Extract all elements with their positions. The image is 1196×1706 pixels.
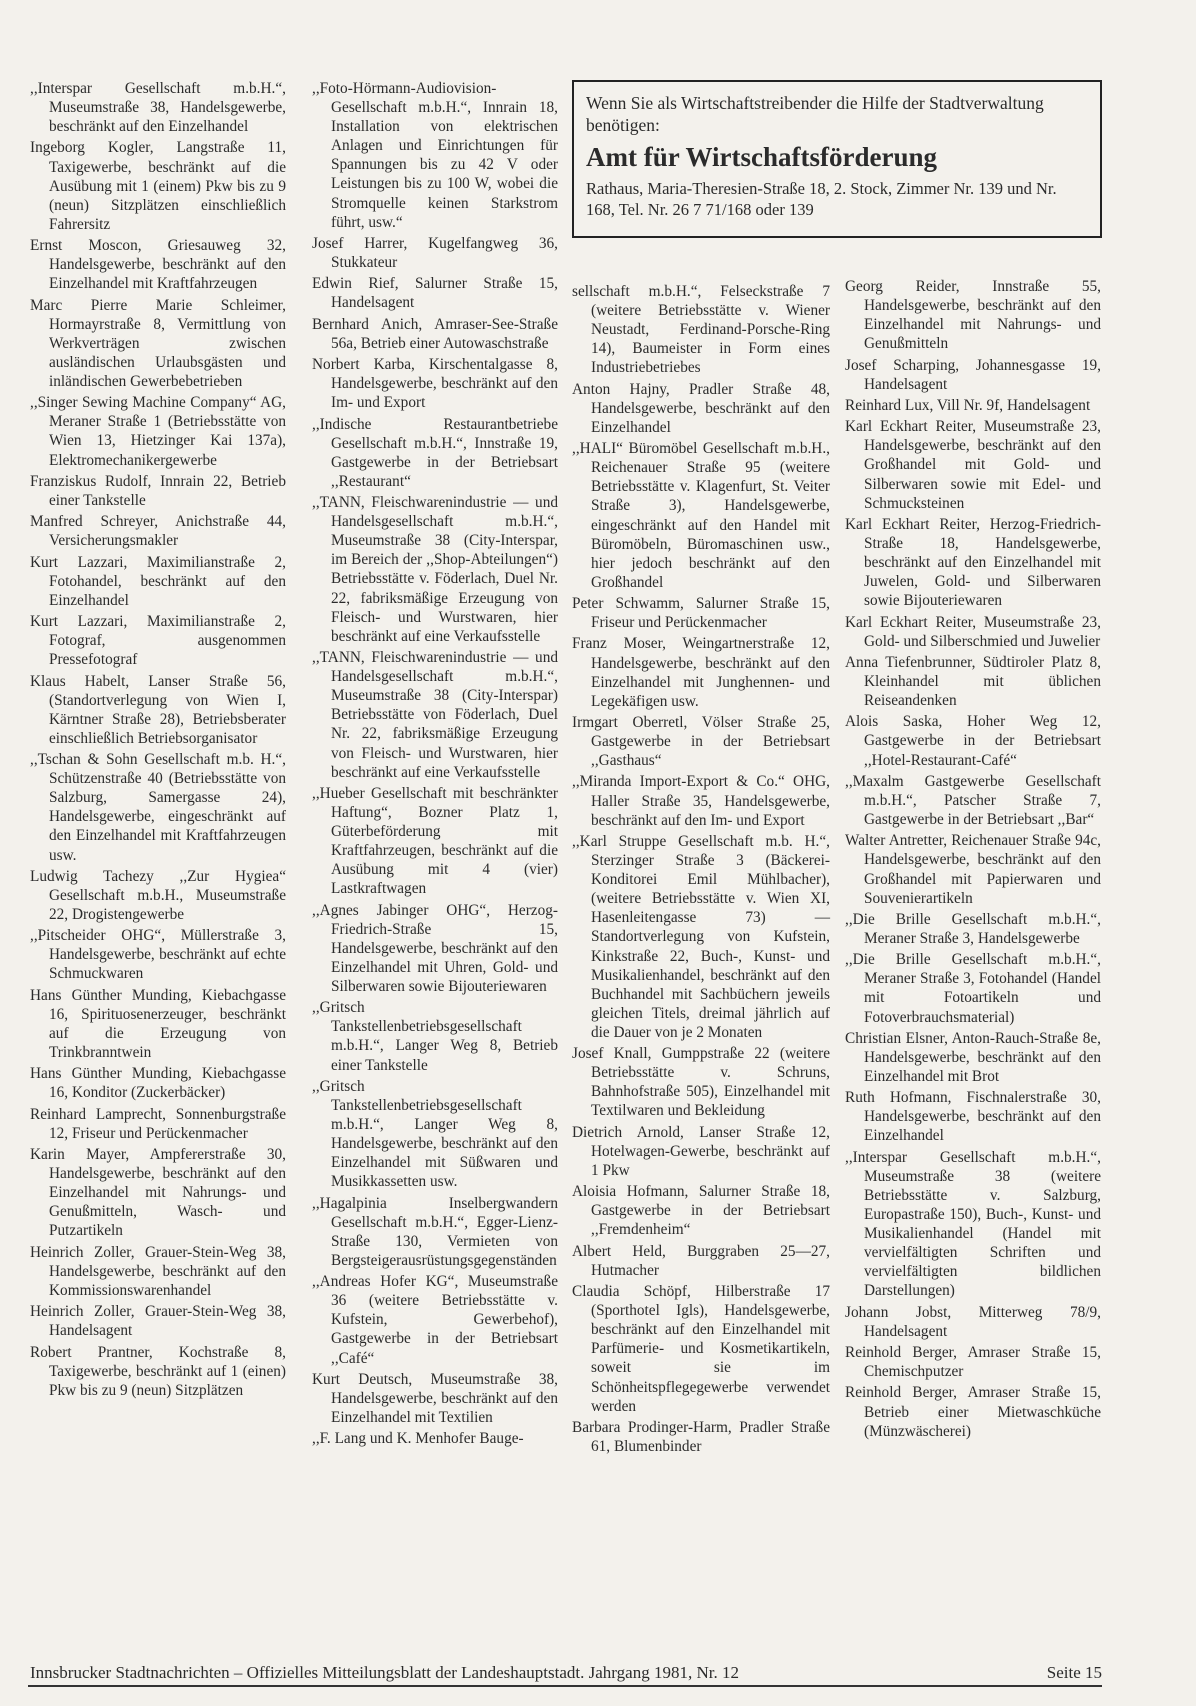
- register-entry: Karin Mayer, Ampfererstraße 30, Handelsgewerbe, beschränkt auf den Einzelhandel mit Nahrungs- und Genußmitteln, Wasch- und Putzartikeln: [30, 1146, 286, 1240]
- register-entry: ,,Foto-Hörmann-Audiovision-Gesellschaft m.b.H.“, Innrain 18, Installation von elektrischen Anlagen und Einrichtungen für Spannungen bis zu 42 V oder Leistungen bis zu 100 W, wobei die Stromquelle keinen Starkstrom führt, usw.“: [312, 80, 558, 231]
- register-entry: Alois Saska, Hoher Weg 12, Gastgewerbe in der Betriebsart ,,Hotel-Restaurant-Café“: [845, 713, 1101, 769]
- register-entry: ,,Pitscheider OHG“, Müllerstraße 3, Handelsgewerbe, beschränkt auf echte Schmuckwaren: [30, 927, 286, 983]
- register-entry: Hans Günther Munding, Kiebachgasse 16, Konditor (Zuckerbäcker): [30, 1065, 286, 1102]
- register-entry: Reinhold Berger, Amraser Straße 15, Betrieb einer Mietwaschküche (Münzwäscherei): [845, 1384, 1101, 1440]
- register-entry: Kurt Lazzari, Maximilianstraße 2, Fotograf, ausgenommen Pressefotograf: [30, 613, 286, 669]
- register-entry: ,,Tschan & Sohn Gesellschaft m.b. H.“, Schützenstraße 40 (Betriebsstätte von Salzburg, Samergasse 24), Handelsgewerbe, eingeschränkt auf den Einzelhandel mit Kraftfahrzeugen usw.: [30, 751, 286, 864]
- register-entry: Heinrich Zoller, Grauer-Stein-Weg 38, Handelsagent: [30, 1303, 286, 1340]
- register-entry: ,,Gritsch Tankstellenbetriebsgesellschaft m.b.H.“, Langer Weg 8, Betrieb einer Tankstelle: [312, 999, 558, 1074]
- register-entry: Hans Günther Munding, Kiebachgasse 16, Spirituosenerzeuger, beschränkt auf die Erzeugung von Trinkbranntwein: [30, 986, 286, 1062]
- register-entry: Albert Held, Burggraben 25—27, Hutmacher: [572, 1242, 830, 1279]
- register-entry: Bernhard Anich, Amraser-See-Straße 56a, Betrieb einer Autowaschstraße: [312, 315, 558, 352]
- register-entry: Johann Jobst, Mitterweg 78/9, Handelsagent: [845, 1303, 1101, 1340]
- notice-office-title: Amt für Wirtschaftsförderung: [586, 142, 937, 172]
- register-entry: Franz Moser, Weingartnerstraße 12, Handelsgewerbe, beschränkt auf den Einzelhandel mit Junghennen- und Legekäfigen usw.: [572, 635, 830, 710]
- register-entry: ,,Interspar Gesellschaft m.b.H.“, Museumstraße 38, Handelsgewerbe, beschränkt auf den Einzelhandel: [30, 80, 286, 136]
- footer-page-number: Seite 15: [1046, 1663, 1102, 1682]
- register-entry: Klaus Habelt, Lanser Straße 56, (Standortverlegung von Wien I, Kärntner Straße 28), Betriebsberater einschließlich Betriebsorganisator: [30, 672, 286, 747]
- register-entry: Ingeborg Kogler, Langstraße 11, Taxigewerbe, beschränkt auf die Ausübung mit 1 (einem) Pkw bis zu 9 (neun) Sitzplätzen einschließlich Fahrersitz: [30, 139, 286, 233]
- register-entry: Kurt Lazzari, Maximilianstraße 2, Fotohandel, beschränkt auf den Einzelhandel: [30, 553, 286, 609]
- register-entry: Norbert Karba, Kirschentalgasse 8, Handelsgewerbe, beschränkt auf den Im- und Export: [312, 356, 558, 412]
- register-entry: Irmgart Oberretl, Völser Straße 25, Gastgewerbe in der Betriebsart ,,Gasthaus“: [572, 714, 830, 770]
- register-entry: ,,Die Brille Gesellschaft m.b.H.“, Meraner Straße 3, Handelsgewerbe: [845, 910, 1101, 947]
- register-entry: ,,TANN, Fleischwarenindustrie — und Handelsgesellschaft m.b.H.“, Museumstraße 38 (City-Interspar, im Bereich der ,,Shop-Abteilungen“) Betriebsstätte v. Föderlach, Duel Nr. 22, fabriksmäßige Erzeugung von Fleisch- und Wurstwaren, hier beschränkt auf eine Verkaufsstelle: [312, 494, 558, 645]
- register-entry: Josef Scharping, Johannesgasse 19, Handelsagent: [845, 356, 1101, 393]
- register-entry: Franziskus Rudolf, Innrain 22, Betrieb einer Tankstelle: [30, 472, 286, 509]
- register-entry: ,,TANN, Fleischwarenindustrie — und Handelsgesellschaft m.b.H.“, Museumstraße 38 (City-Interspar) Betriebsstätte von Föderlach, Duel Nr. 22, fabriksmäßige Erzeugung von Fleisch- und Wurstwaren, hier beschränkt auf eine Verkaufsstelle: [312, 649, 558, 781]
- register-entry: Walter Antretter, Reichenauer Straße 94c, Handelsgewerbe, beschränkt auf den Großhandel mit Papierwaren und Souvenierartikeln: [845, 832, 1101, 907]
- register-entry: Reinhard Lamprecht, Sonnenburgstraße 12, Friseur und Perückenmacher: [30, 1105, 286, 1142]
- register-entry: ,,Indische Restaurantbetriebe Gesellschaft m.b.H.“, Innstraße 19, Gastgewerbe in der Betriebsart ,,Restaurant“: [312, 415, 558, 490]
- column-1: [30, 79, 286, 1402]
- register-entry: Karl Eckhart Reiter, Museumstraße 23, Gold- und Silberschmied und Juwelier: [845, 613, 1101, 650]
- register-entry: Barbara Prodinger-Harm, Pradler Straße 61, Blumenbinder: [572, 1418, 830, 1455]
- register-entry: Marc Pierre Marie Schleimer, Hormayrstraße 8, Vermittlung von Werkverträgen zwischen ausländischen Urlaubsgästen und inländischen Gewerbebetrieben: [30, 296, 286, 390]
- page-footer: [30, 1663, 1102, 1683]
- register-entry: ,,Agnes Jabinger OHG“, Herzog-Friedrich-Straße 15, Handelsgewerbe, beschränkt auf den Einzelhandel mit Uhren, Gold- und Silberwaren sowie Bijouteriewaren: [312, 901, 558, 995]
- register-entry: Anton Hajny, Pradler Straße 48, Handelsgewerbe, beschränkt auf den Einzelhandel: [572, 380, 830, 436]
- register-entry: Josef Harrer, Kugelfangweg 36, Stukkateur: [312, 234, 558, 272]
- register-entry: ,,Die Brille Gesellschaft m.b.H.“, Meraner Straße 3, Fotohandel (Handel mit Fotoartikeln und Fotoverbrauchsmaterial): [845, 951, 1101, 1026]
- register-entry: Dietrich Arnold, Lanser Straße 12, Hotelwagen-Gewerbe, beschränkt auf 1 Pkw: [572, 1123, 830, 1179]
- register-entry: Ruth Hofmann, Fischnalerstraße 30, Handelsgewerbe, beschränkt auf den Einzelhandel: [845, 1089, 1101, 1145]
- register-entry: Aloisia Hofmann, Salurner Straße 18, Gastgewerbe in der Betriebsart ,,Fremdenheim“: [572, 1183, 830, 1239]
- register-entry: ,,Interspar Gesellschaft m.b.H.“, Museumstraße 38 (weitere Betriebsstätte v. Salzburg, Europastraße 150), Buch-, Kunst- und Musikalienhandel (Handel mit vervielfältigten Schriften und vervielfältigten bildlichen Darstellungen): [845, 1148, 1101, 1300]
- register-entry: ,,Miranda Import-Export & Co.“ OHG, Haller Straße 35, Handelsgewerbe, beschränkt auf den Im- und Export: [572, 773, 830, 829]
- register-entry: ,,Andreas Hofer KG“, Museumstraße 36 (weitere Betriebsstätte v. Kufstein, Gewerbehof), Gastgewerbe in der Betriebsart ,,Café“: [312, 1273, 558, 1367]
- register-entry: Robert Prantner, Kochstraße 8, Taxigewerbe, beschränkt auf 1 (einen) Pkw bis zu 9 (neun) Sitzplätzen: [30, 1343, 286, 1399]
- register-entry: Christian Elsner, Anton-Rauch-Straße 8e, Handelsgewerbe, beschränkt auf den Einzelhandel mit Brot: [845, 1029, 1101, 1085]
- register-entry: sellschaft m.b.H.“, Felseckstraße 7 (weitere Betriebsstätte v. Wiener Neustadt, Ferdinand-Porsche-Ring 14), Baumeister in Form eines Industriebetriebes: [572, 283, 830, 377]
- register-entry: Kurt Deutsch, Museumstraße 38, Handelsgewerbe, beschränkt auf den Einzelhandel mit Textilien: [312, 1370, 558, 1426]
- register-entry: Ernst Moscon, Griesauweg 32, Handelsgewerbe, beschränkt auf den Einzelhandel mit Kraftfahrzeugen: [30, 237, 286, 293]
- register-entry: Anna Tiefenbrunner, Südtiroler Platz 8, Kleinhandel mit üblichen Reiseandenken: [845, 653, 1101, 710]
- register-entry: ,,Singer Sewing Machine Company“ AG, Meraner Straße 1 (Betriebsstätte von Wien 13, Hietzinger Kai 137a), Elektromechanikergewerbe: [30, 394, 286, 469]
- column-4: [845, 277, 1101, 1443]
- footer-rule: [28, 1685, 1102, 1687]
- column-3: [572, 282, 830, 1458]
- register-entry: Ludwig Tachezy ,,Zur Hygiea“ Gesellschaft m.b.H., Museumstraße 22, Drogistengewerbe: [30, 867, 286, 923]
- notice-intro: Wenn Sie als Wirtschaftstreibender die Hilfe der Stadtverwaltung benötigen:: [586, 93, 1044, 135]
- register-entry: ,,F. Lang und K. Menhofer Bauge-: [312, 1430, 524, 1448]
- column-2: [312, 79, 558, 1451]
- register-entry: Reinhold Berger, Amraser Straße 15, Chemischputzer: [845, 1344, 1101, 1381]
- register-entry: ,,Gritsch Tankstellenbetriebsgesellschaft m.b.H.“, Langer Weg 8, Handelsgewerbe, beschränkt auf den Einzelhandel mit Süßwaren und Musikkassetten usw.: [312, 1077, 558, 1191]
- register-entry: ,,HALI“ Büromöbel Gesellschaft m.b.H., Reichenauer Straße 95 (weitere Betriebsstätte v. Klagenfurt, St. Veiter Straße 3), Handelsgewerbe, eingeschränkt auf den Handel mit Büromöbeln, Büromaschinen usw., hier jedoch beschränkt auf den Großhandel: [572, 440, 830, 591]
- register-entry: ,,Hagalpinia Inselbergwandern Gesellschaft m.b.H.“, Egger-Lienz-Straße 130, Vermieten von Bergsteigerausrüstungsgegenständen: [312, 1194, 558, 1269]
- register-entry: Peter Schwamm, Salurner Straße 15, Friseur und Perückenmacher: [572, 595, 830, 632]
- footer-publication: Innsbrucker Stadtnachrichten – Offizielles Mitteilungsblatt der Landeshauptstadt. Jahrgang 1981, Nr. 12: [30, 1663, 739, 1682]
- register-entry: ,,Maxalm Gastgewerbe Gesellschaft m.b.H.“, Patscher Straße 7, Gastgewerbe in der Betriebsart ,,Bar“: [845, 772, 1101, 829]
- register-entry: Georg Reider, Innstraße 55, Handelsgewerbe, beschränkt auf den Einzelhandel mit Nahrungs- und Genußmitteln: [845, 278, 1101, 353]
- register-entry: ,,Hueber Gesellschaft mit beschränkter Haftung“, Bozner Platz 1, Güterbeförderung mit Kraftfahrzeugen, beschränkt auf die Ausübung mit 4 (vier) Lastkraftwagen: [312, 784, 558, 898]
- register-entry: Reinhard Lux, Vill Nr. 9f, Handelsagent: [845, 396, 1091, 414]
- register-entry: Heinrich Zoller, Grauer-Stein-Weg 38, Handelsgewerbe, beschränkt auf den Kommissionswarenhandel: [30, 1243, 286, 1299]
- notice-box: [572, 80, 1102, 238]
- register-entry: Karl Eckhart Reiter, Herzog-Friedrich-Straße 18, Handelsgewerbe, beschränkt auf den Einzelhandel mit Juwelen, Gold- und Silberwaren sowie Bijouteriewaren: [845, 515, 1101, 610]
- register-entry: Edwin Rief, Salurner Straße 15, Handelsagent: [312, 275, 558, 312]
- register-entry: Manfred Schreyer, Anichstraße 44, Versicherungsmakler: [30, 513, 286, 550]
- register-entry: Karl Eckhart Reiter, Museumstraße 23, Handelsgewerbe, beschränkt auf den Großhandel mit Gold- und Silberwaren sowie mit Edel- und Schmucksteinen: [845, 418, 1101, 512]
- register-entry: Claudia Schöpf, Hilberstraße 17 (Sporthotel Igls), Handelsgewerbe, beschränkt auf den Einzelhandel mit Parfümerie- und Kosmetikartikeln, soweit sie im Schönheitspflegegewerbe verwendet werden: [572, 1283, 830, 1415]
- register-entry: ,,Karl Struppe Gesellschaft m.b. H.“, Sterzinger Straße 3 (Bäckerei-Konditorei Emil Mühlbacher), (weitere Betriebsstätte v. Wien XI, Hasenleitengasse 73) — Standortverlegung von Kufstein, Kinkstraße 22, Buch-, Kunst- und Musikalienhandel, beschränkt auf den Buchhandel mit Sachbüchern jeweils gleichen Titels, dreimal jährlich auf die Dauer von je 2 Monaten: [572, 832, 830, 1041]
- register-entry: Josef Knall, Gumppstraße 22 (weitere Betriebsstätte v. Schruns, Bahnhofstraße 505), Einzelhandel mit Textilwaren und Bekleidung: [572, 1045, 830, 1120]
- notice-address: Rathaus, Maria-Theresien-Straße 18, 2. Stock, Zimmer Nr. 139 und Nr. 168, Tel. Nr. 26 7 71/168 oder 139: [586, 179, 1057, 219]
